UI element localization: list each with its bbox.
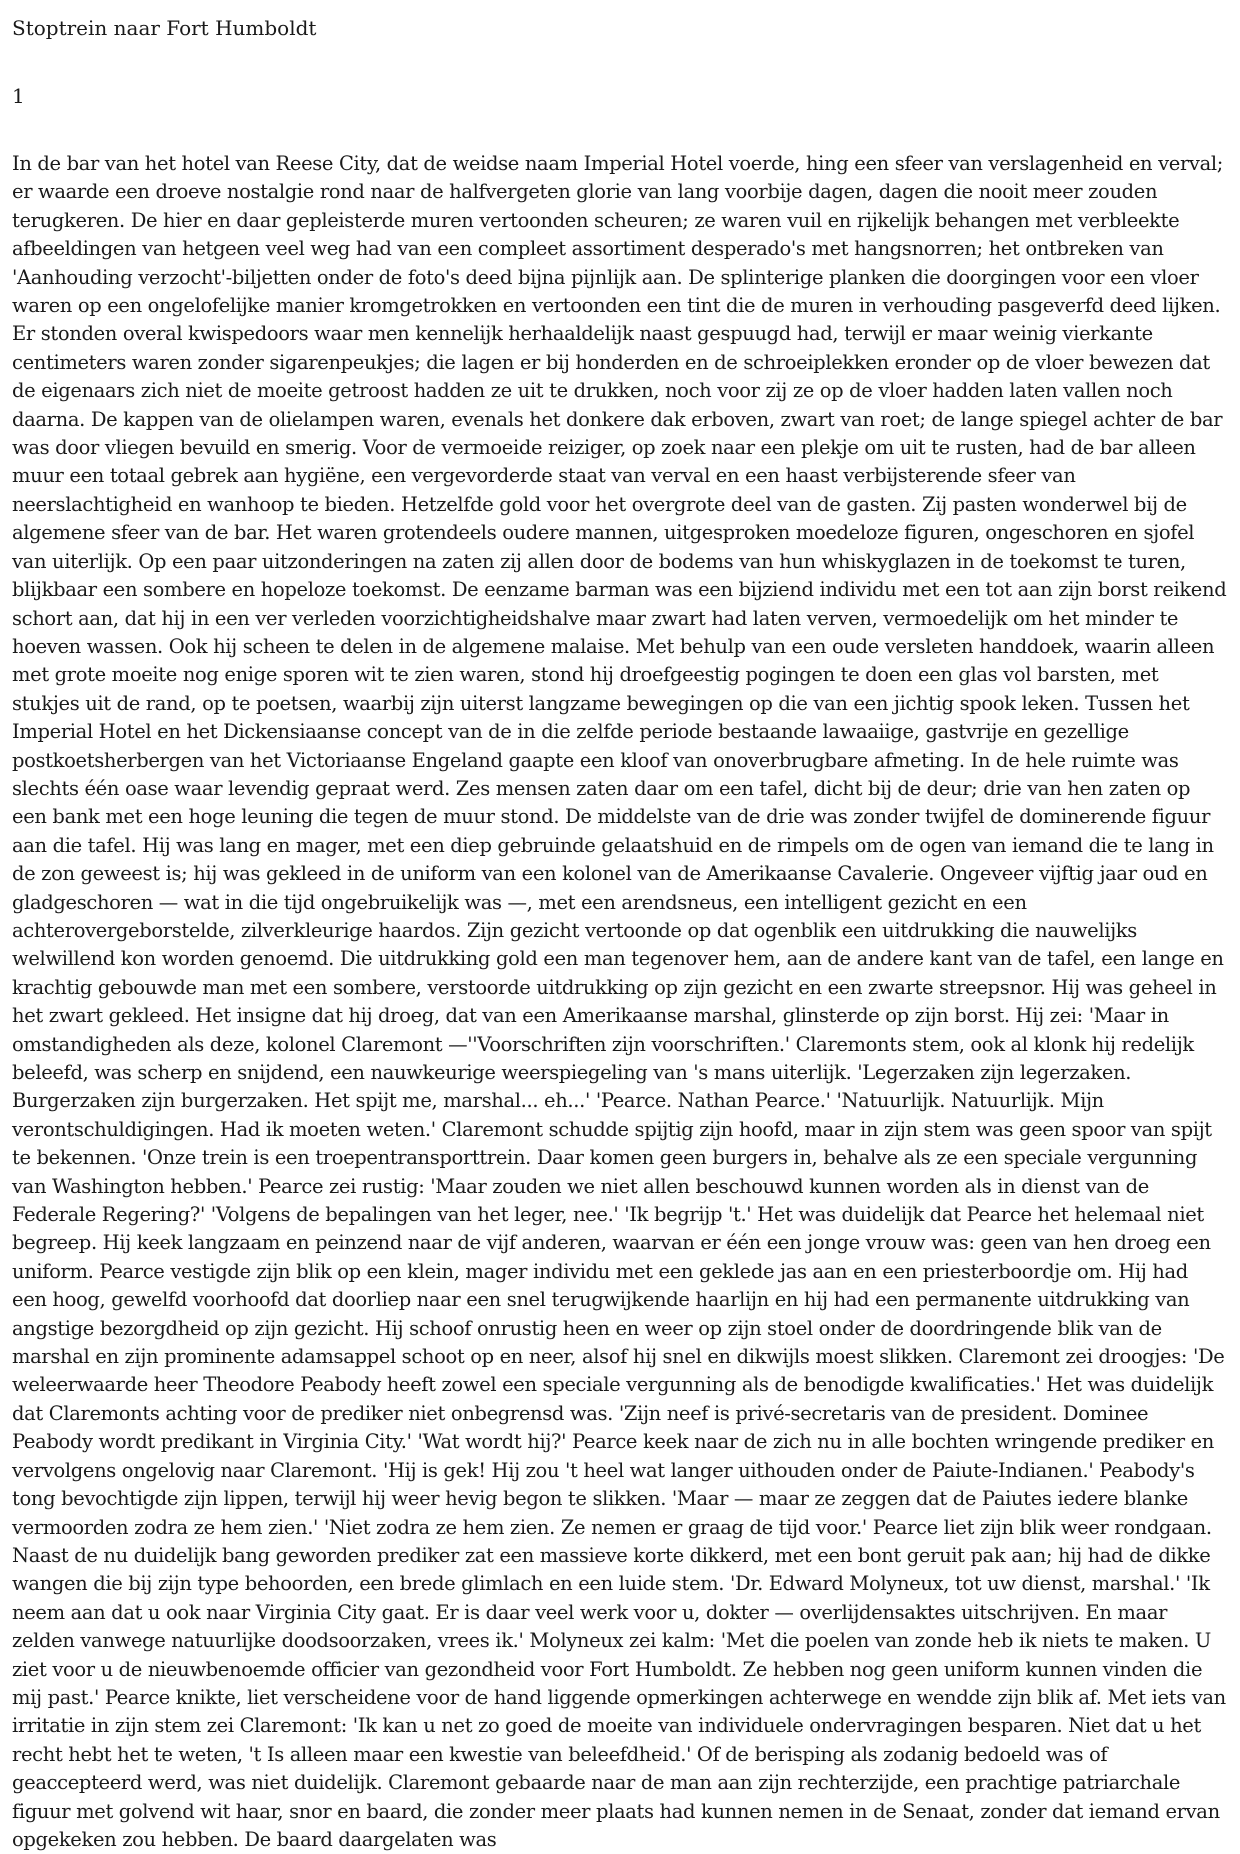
chapter-body-text: In de bar van het hotel van Reese City, dat de weidse naam Imperial Hotel voerde, hing een sfeer van verslagenheid en verval; er waarde een droeve nostalgie rond naar de halfvergeten glorie van lang voorbije dagen, dagen die nooit meer zouden terugkeren. De hier en daar gepleisterde muren vertoonden scheuren; ze waren vuil en rijkelijk behangen met verbleekte afbeeldingen van hetgeen veel weg had van een compleet assortiment desperado's met hangsnorren; het ontbreken van 'Aanhouding verzocht'-biljetten onder de foto's deed bijna pijnlijk aan. De splinterige planken die doorgingen voor een vloer waren op een ongelofelijke manier kromgetrokken en vertoonden een tint die de muren in verhouding pasgeverfd deed lijken. Er stonden overal kwispedoors waar men kennelijk herhaaldelijk naast gespuugd had, terwijl er maar weinig vierkante centimeters waren zonder sigarenpeukjes; die lagen er bij honderden en de schroeiplekken eronder op de vloer bewezen dat de eigenaars zich niet de moeite getroost hadden ze uit te drukken, noch voor zij ze op de vloer hadden laten vallen noch daarna. De kappen van de olielampen waren, evenals het donkere dak erboven, zwart van roet; de lange spiegel achter de bar was door vliegen bevuild en smerig. Voor de vermoeide reiziger, op zoek naar een plekje om uit te rusten, had de bar alleen muur een totaal gebrek aan hygiëne, een vergevorderde staat van verval en een haast verbijsterende sfeer van neerslachtigheid en wanhoop te bieden. Hetzelfde gold voor het overgrote deel van de gasten. Zij pasten wonderwel bij de algemene sfeer van de bar. Het waren grotendeels oudere mannen, uitgesproken moedeloze figuren, ongeschoren en sjofel van uiterlijk. Op een paar uitzonderingen na zaten zij allen door de bodems van hun whiskyglazen in de toekomst te turen, blijkbaar een sombere en hopeloze toekomst. De eenzame barman was een bijziend individu met een tot aan zijn borst reikend schort aan, dat hij in een ver verleden voorzichtigheidshalve maar zwart had laten verven, vermoedelijk om het minder te hoeven wassen. Ook hij scheen te delen in de algemene malaise. Met behulp van een oude versleten handdoek, waarin alleen met grote moeite nog enige sporen wit te zien waren, stond hij droefgeestig pogingen te doen een glas vol barsten, met stukjes uit de rand, op te poetsen, waarbij zijn uiterst langzame bewegingen op die van een jichtig spook leken. Tussen het Imperial Hotel en het Dickensiaanse concept van de in die zelfde periode bestaande lawaaiige, gastvrije en gezellige postkoetsherbergen van het Victoriaanse Engeland gaapte een kloof van onoverbrugbare afmeting. In de hele ruimte was slechts één oase waar levendig gepraat werd. Zes mensen zaten daar om een tafel, dicht bij de deur; drie van hen zaten op een bank met een hoge leuning die tegen de muur stond. De middelste van de drie was zonder twijfel de dominerende figuur aan die tafel. Hij was lang en mager, met een diep gebruinde gelaatshuid en de rimpels om de ogen van iemand die te lang in de zon geweest is; hij was gekleed in de uniform van een kolonel van de Amerikaanse Cavalerie. Ongeveer vijftig jaar oud en gladgeschoren — wat in die tijd ongebruikelijk was —, met een arendsneus, een intelligent gezicht en een achterovergeborstelde, zilverkleurige haardos. Zijn gezicht vertoonde op dat ogenblik een uitdrukking die nauwelijks welwillend kon worden genoemd. Die uitdrukking gold een man tegenover hem, aan de andere kant van de tafel, een lange en krachtig gebouwde man met een sombere, verstoorde uitdrukking op zijn gezicht en een zwarte streepsnor. Hij was geheel in het zwart gekleed. Het insigne dat hij droeg, dat van een Amerikaanse marshal, glinsterde op zijn borst. Hij zei: 'Maar in omstandigheden als deze, kolonel Claremont —''Voorschriften zijn voorschriften.' Claremonts stem, ook al klonk hij redelijk beleefd, was scherp en snijdend, een nauwkeurige weerspiegeling van 's mans uiterlijk. 'Legerzaken zijn legerzaken. Burgerzaken zijn burgerzaken. Het spijt me, marshal... eh...' 'Pearce. Nathan Pearce.' 'Natuurlijk. Natuurlijk. Mijn verontschuldigingen. Had ik moeten weten.' Claremont schudde spijtig zijn hoofd, maar in zijn stem was geen spoor van spijt te bekennen. 'Onze trein is een troepentransporttrein. Daar komen geen burgers in, behalve als ze een speciale vergunning van Washington hebben.' Pearce zei rustig: 'Maar zouden we niet allen beschouwd kunnen worden als in dienst van de Federale Regering?' 'Volgens de bepalingen van het leger, nee.' 'Ik begrijp 't.' Het was duidelijk dat Pearce het helemaal niet begreep. Hij keek langzaam en peinzend naar de vijf anderen, waarvan er één een jonge vrouw was: geen van hen droeg een uniform. Pearce vestigde zijn blik op een klein, mager individu met een geklede jas aan en een priesterboordje om. Hij had een hoog, gewelfd voorhoofd dat doorliep naar een snel terugwijkende haarlijn en hij had een permanente uitdrukking van angstige bezorgdheid op zijn gezicht. Hij schoof onrustig heen en weer op zijn stoel onder de doordringende blik van de marshal en zijn prominente adamsappel schoot op en neer, alsof hij snel en dikwijls moest slikken. Claremont zei droogjes: 'De weleerwaarde heer Theodore Peabody heeft zowel een speciale vergunning als de benodigde kwalificaties.' Het was duidelijk dat Claremonts achting voor de prediker niet onbegrensd was. 'Zijn neef is privé-secretaris van de president. Dominee Peabody wordt predikant in Virginia City.' 'Wat wordt hij?' Pearce keek naar de zich nu in alle bochten wringende prediker en vervolgens ongelovig naar Claremont. 'Hij is gek! Hij zou 't heel wat langer uithouden onder de Paiute-Indianen.' Peabody's tong bevochtigde zijn lippen, terwijl hij weer hevig begon te slikken. 'Maar — maar ze zeggen dat de Paiutes iedere blanke vermoorden zodra ze hem zien.' 'Niet zodra ze hem zien. Ze nemen er graag de tijd voor.' Pearce liet zijn blik weer rondgaan. Naast de nu duidelijk bang geworden prediker zat een massieve korte dikkerd, met een bont geruit pak aan; hij had de dikke wangen die bij zijn type behoorden, een brede glimlach en een luide stem. 'Dr. Edward Molyneux, tot uw dienst, marshal.' 'Ik neem aan dat u ook naar Virginia City gaat. Er is daar veel werk voor u, dokter — overlijdensaktes uitschrijven. En maar zelden vanwege natuurlijke doodsoorzaken, vrees ik.' Molyneux zei kalm: 'Met die poelen van zonde heb ik niets te maken. U ziet voor u de nieuwbenoemde officier van gezondheid voor Fort Humboldt. Ze hebben nog geen uniform kunnen vinden die mij past.' Pearce knikte, liet verscheidene voor de hand liggende opmerkingen achterwege en wendde zijn blik af. Met iets van irritatie in zijn stem zei Claremont: 'Ik kan u net zo goed de moeite van individuele ondervragingen besparen. Niet dat u het recht hebt het te weten, 't Is alleen maar een kwestie van beleefdheid.' Of de berisping als zodanig bedoeld was of geaccepteerd werd, was niet duidelijk. Claremont gebaarde naar de man aan zijn rechterzijde, een prachtige patriarchale figuur met golvend wit haar, snor en baard, die zonder meer plaats had kunnen nemen in de Senaat, zonder dat iemand ervan opgekeken zou hebben. De baard daargelaten was [12,152,1227,1851]
book-title: Stoptrein naar Fort Humboldt [12,16,317,40]
chapter-number: 1 [12,84,25,108]
document-page [12,14,1228,1854]
